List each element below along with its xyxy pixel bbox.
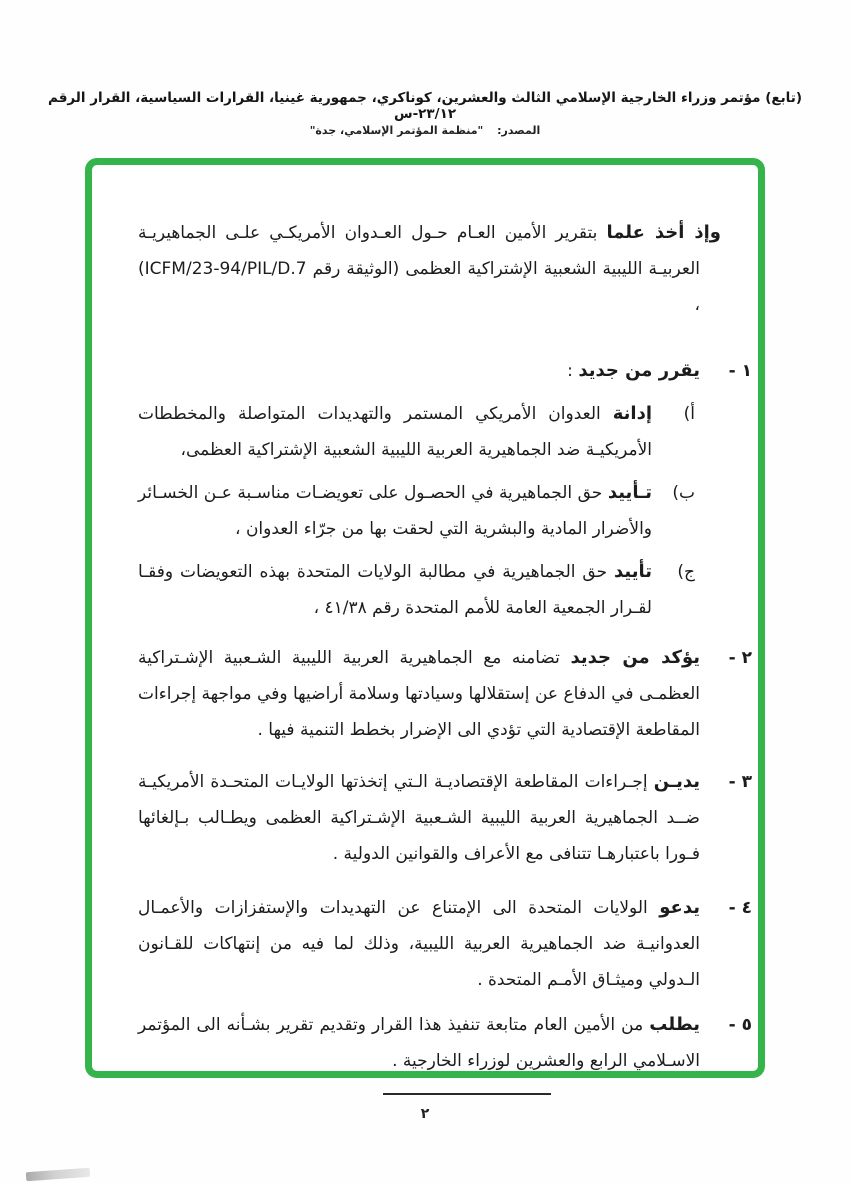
resolution-subitem-b: [138, 475, 695, 547]
resolution-subitem-c: [138, 554, 695, 626]
item-number: ٢ -: [728, 648, 752, 668]
preamble-paragraph: [138, 215, 721, 323]
document-source-line: [0, 124, 850, 137]
item-letter: ج): [677, 562, 695, 582]
item-body: :: [567, 361, 573, 381]
item-text: [138, 475, 652, 547]
item-text: [138, 554, 652, 626]
item-body: الولايات المتحدة الى الإمتناع عن التهديدات والإستفزازات والأعمـال العدوانيـة ضد الجماهيرية العربية الليبية، وذلك لما فيه من إنتهاكات للقـانون الـدولي وميثـاق الأمـم المتحدة .: [138, 898, 700, 990]
item-lead: تأييد: [613, 561, 652, 582]
item-lead: يديـن: [653, 771, 701, 792]
item-body: حق الجماهيرية في الحصـول على تعويضـات مناسـبة عـن الخسـائر والأضرار المادية والبشرية التي لحقت بها من جرّاء العدوان ،: [138, 483, 652, 539]
green-highlight-frame: [85, 158, 765, 1078]
item-lead: إدانة: [612, 403, 653, 424]
resolution-item-2: [138, 640, 752, 748]
page-number: ٢: [420, 1106, 430, 1122]
document-header-line: (تابع) مؤتمر وزراء الخارجية الإسلامي الثالث والعشرين، كوناكري، جمهورية غينيا، القرارات السياسية، القرار الرقم ٢٣/١٢-س: [47, 90, 802, 122]
item-number: ٤ -: [728, 898, 752, 918]
resolution-text-block: [92, 165, 758, 1071]
item-lead: يقرر من جديد: [578, 360, 700, 381]
item-lead: يؤكد من جديد: [570, 647, 701, 668]
item-text: [138, 1007, 700, 1079]
item-text: [138, 640, 700, 748]
scan-artifact: [26, 1168, 90, 1181]
item-body: من الأمين العام متابعة تنفيذ هذا القرار وتقديم تقرير بشـأنه الى المؤتمر الاسـلامي الرابع والعشرين لوزراء الخارجية .: [138, 1015, 700, 1071]
resolution-item-3: [138, 764, 752, 872]
item-lead: يطلب: [649, 1014, 700, 1035]
item-text: [138, 396, 652, 468]
footer-divider: [383, 1093, 551, 1095]
item-number: ١ -: [728, 361, 752, 381]
item-body: إجـراءات المقاطعة الإقتصاديـة الـتي إتخذتها الولايـات المتحـدة الأمريكيـة ضــد الجماهيرية العربية الليبية الشـعبية الإشـتراكية العظمى ويطـالب بـإلغائها فـورا باعتبارهـا تتنافى مع الأعراف والقوانين الدولية .: [138, 772, 700, 864]
preamble-lead: وإذ أخذ علما: [606, 222, 721, 243]
item-text: [138, 890, 700, 998]
resolution-item-5: [138, 1007, 752, 1079]
item-number: ٥ -: [728, 1015, 752, 1035]
item-lead: يدعو: [659, 897, 700, 918]
resolution-subitem-a: [138, 396, 695, 468]
item-letter: أ): [683, 404, 695, 424]
resolution-item-1: [138, 353, 752, 389]
item-number: ٣ -: [728, 772, 752, 792]
item-body: حق الجماهيرية في مطالبة الولايات المتحدة بهذه التعويضات وفقـا لقـرار الجمعية العامة للأمم المتحدة رقم ٤١/٣٨ ،: [138, 562, 652, 618]
source-value: "منظمة المؤتمر الإسلامي، جدة": [309, 124, 484, 137]
preamble-body: بتقرير الأمين العـام حـول العـدوان الأمريكـي علـى الجماهيريـة العربيـة الليبية الشعبية الإشتراكية العظمى (الوثيقة رقم ICFM/23-94/PIL/D.7) ،: [138, 223, 700, 315]
item-text: [138, 353, 700, 389]
source-label: المصدر:: [497, 124, 541, 137]
item-body: تضامنه مع الجماهيرية العربية الليبية الشـعبية الإشـتراكية العظمـى في الدفاع عن إستقلالها وسيادتها وسلامة أراضيها وفي مواجهة إجراءات المقاطعة الإقتصادية التي تؤدي الى الإضرار بخطط التنمية فيها .: [138, 648, 700, 740]
item-letter: ب): [672, 483, 695, 503]
item-text: [138, 764, 700, 872]
item-lead: تـأييد: [607, 482, 652, 503]
resolution-item-4: [138, 890, 752, 998]
item-body: العدوان الأمريكي المستمر والتهديدات المتواصلة والمخططات الأمريكيـة ضد الجماهيرية العربية الليبية الشعبية الإشتراكية العظمى،: [138, 404, 652, 460]
